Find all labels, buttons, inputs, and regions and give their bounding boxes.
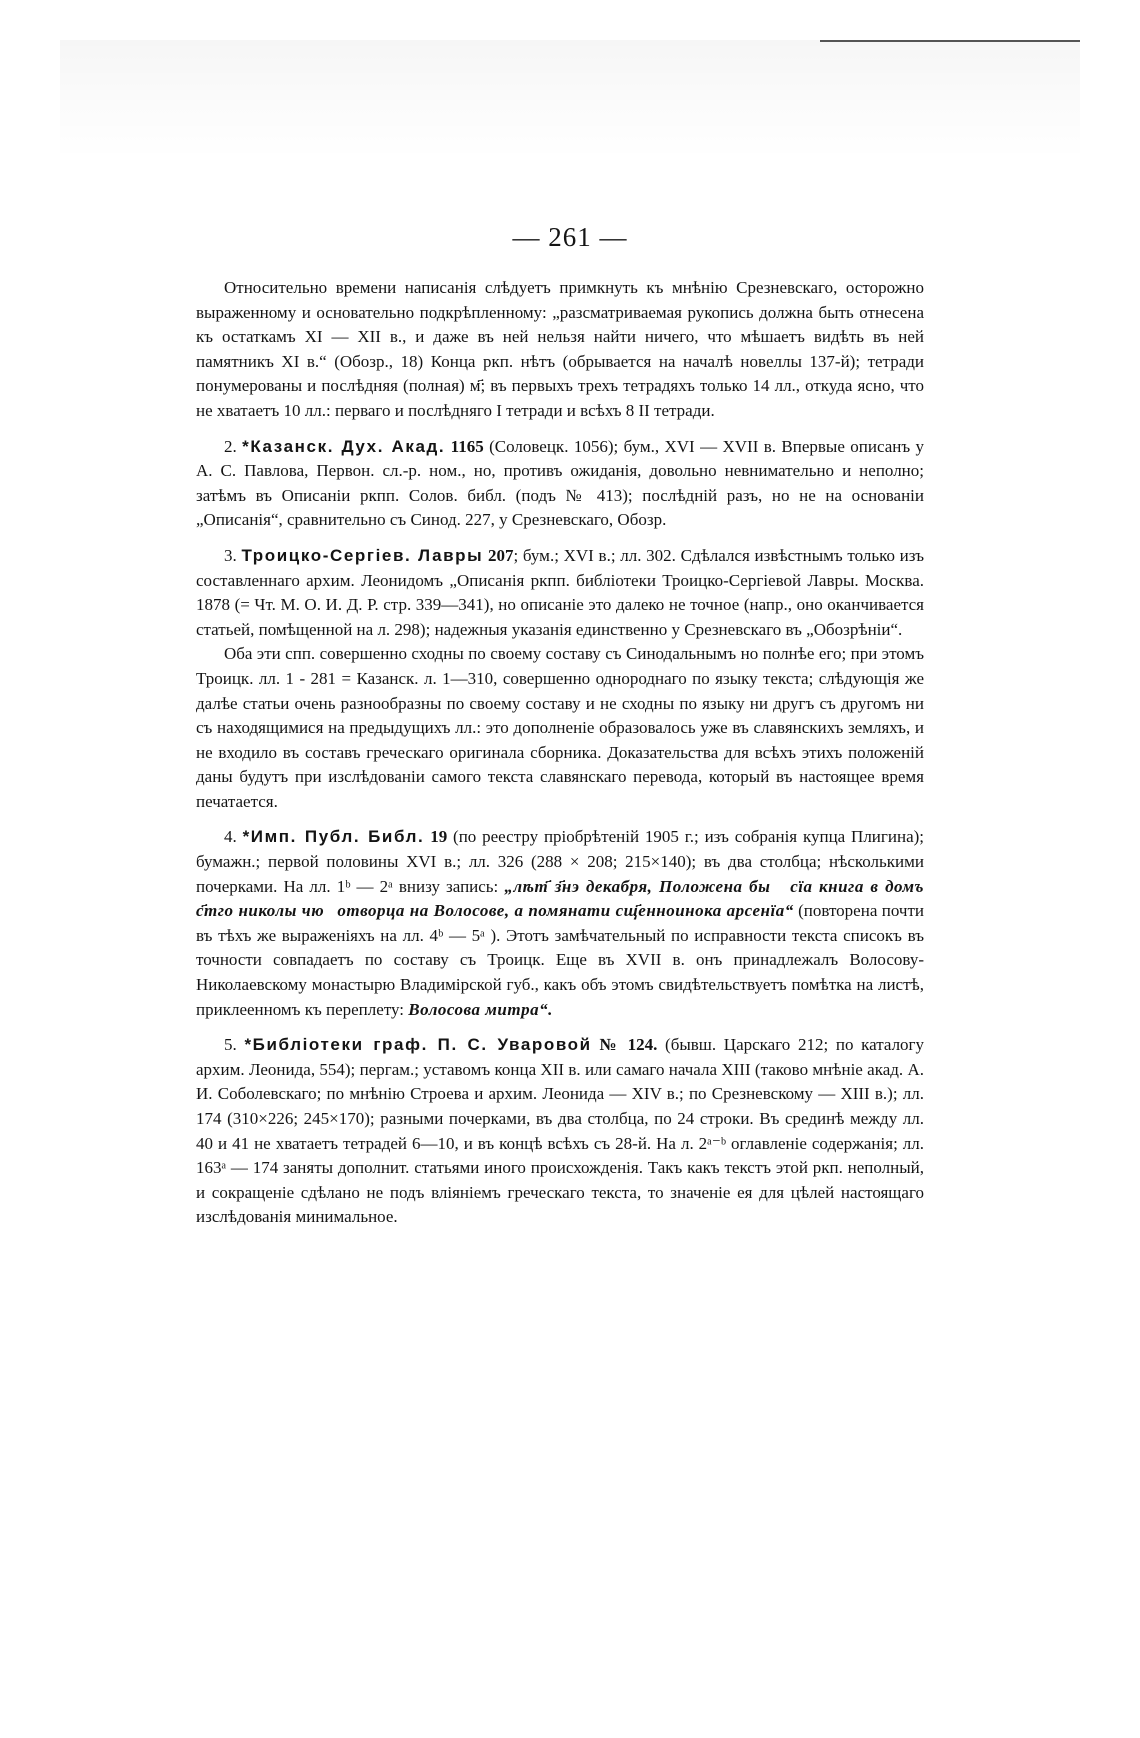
entry-code: 207 — [483, 545, 514, 565]
scan-edge-shadow — [60, 40, 1080, 160]
entry-text: (бывш. Царскаго 212; по каталогу архим. Леонида, 554); пергам.; уставомъ конца XII в. или самаго начала XIII (таково мнѣніе акад. А. И. Соболевскаго; по мнѣнію Строева и архим. Леонида — XIV в.; по Срезневскому — XIII в.); лл. 174 (310×226; 245×170); разными почерками, въ два столбца, по 24 строки. Въ срединѣ между лл. 40 и 41 не хватаетъ тетрадей 6—10, и въ концѣ всѣхъ съ 28-й. На л. 2ᵃ⁻ᵇ оглавленіе содержанія; лл. 163ᵃ — 174 заняты дополнит. статьями иного происхожденія. Такъ какъ текстъ этой ркп. неполный, и сокращеніе сдѣлано не подъ вліяніемъ греческаго текста, то значеніе ея для цѣлей настоящаго изслѣдованія минимальное. — [196, 1035, 925, 1227]
paragraph-uvarov-manuscript — [196, 1033, 924, 1230]
entry-code: 1165 — [445, 436, 484, 456]
entry-text: ; бум.; XVI в.; лл. 302. Сдѣлался извѣстнымъ только изъ составленнаго архим. Леонидомъ „Описанія ркпп. библіотеки Троицко-Сергіевой Лавры. Москва. 1878 (= Чт. М. О. И. Д. Р. стр. 339—341), но описаніе это далеко не точное (напр., оно оканчивается статьей, помѣщенной на л. 298); надежныя указанія единственно у Срезневскаго въ „Обозрѣніи“. — [196, 545, 924, 639]
entry-code: № 124. — [591, 1035, 658, 1055]
entry-title: *Библіотеки граф. П. С. Уваровой — [244, 1035, 592, 1055]
body-text — [196, 276, 924, 1230]
entry-title: *Имп. Публ. Библ. — [242, 827, 425, 847]
entry-number: 5. — [224, 1035, 245, 1055]
paragraph-comparison: Оба эти спп. совершенно сходны по своему составу съ Синодальнымъ но полнѣе его; при этомъ Троицк. лл. 1 - 281 = Казанск. л. 1—310, совершенно однороднаго по языку текста; слѣдующія же далѣе статьи очень разнообразны по своему составу и не сходны по языку ни другъ съ другомъ ни съ находящимися на предыдущихъ лл.: это дополненіе образовалось уже въ славянскихъ земляхъ, и не входило въ составъ греческаго оригинала сборника. Доказательства для всѣхъ этихъ положеній даны будутъ при изслѣдованіи самого текста славянскаго перевода, который въ настоящее время печатается. — [196, 644, 924, 811]
scan-top-rule — [820, 40, 1080, 42]
entry-title: *Казанск. Дух. Акад. — [242, 436, 446, 456]
paragraph-dating: Относительно времени написанія слѣдуетъ примкнуть къ мнѣнію Срезневскаго, осторожно выраженному и основательно подкрѣпленному: „разсматриваемая рукопись должна быть отнесена къ остаткамъ XI — XII в., и даже въ ней нельзя найти ничего, что мѣшаетъ видѣть въ ней памятникъ XI в.“ (Обозр., 18) Конца ркп. нѣтъ (обрывается на началѣ новеллы 137-й); тетради понумерованы и послѣдняя (полная) м҃; въ первыхъ трехъ тетрадяхъ только 14 лл., откуда ясно, что не хватаетъ 10 лл.: перваго и послѣдняго I тетради и всѣхъ 8 II тетради. — [196, 278, 924, 420]
paragraph-kazan-manuscript — [196, 435, 924, 533]
entry-text: (Соловецк. 1056); бум., XVI — XVII в. Впервые описанъ у А. С. Павлова, Первон. сл.-р. ном., но, противъ ожиданія, довольно невнимательно и неполно; затѣмъ въ Описаніи ркпп. Солов. библ. (подъ № 413); послѣдній разъ, но не на основаніи „Описанія“, сравнительно съ Синод. 227, у Срезневскаго, Обозр. — [196, 436, 925, 530]
entry-title: Троицко-Сергіев. Лавры — [241, 545, 484, 565]
entry-number: 2. — [224, 436, 243, 456]
page-number: — 261 — — [512, 222, 628, 252]
entry-text-continued: (повторена почти въ тѣхъ же выраженіяхъ на лл. 4ᵇ — 5ᵃ ). Этотъ замѣчательный по исправности текста списокъ въ точности совпадаетъ по составу съ Троицк. Еще въ XVII в. онъ принадлежалъ Волосову-Николаевскому монастырю Владимірской губ., какъ объ этомъ свидѣтельствуетъ помѣтка на листѣ, приклеенномъ къ переплету: — [196, 901, 924, 1019]
slavonic-inscription: „лѣт҃ з҃нэ декабря, Положена быⷭ сїа книга в домъ с҃тго николы чюⷣотворца на Волосове, а помянати сщ҃енноинока арсенїа“ — [196, 876, 924, 921]
slavonic-note: Волосова митра“. — [408, 999, 553, 1019]
entry-number: 3. — [224, 545, 242, 565]
entry-code: 19 — [424, 827, 448, 847]
entry-text: (по реестру пріобрѣтеній 1905 г.; изъ собранія купца Плигина); бумажн.; первой половины XVI в.; лл. 326 (288 × 208; 215×140); въ два столбца; нѣсколькими почерками. На лл. 1ᵇ — 2ᵃ внизу запись: — [196, 827, 925, 896]
entry-number: 4. — [224, 827, 243, 847]
paragraph-trinity-manuscript — [196, 544, 924, 642]
paragraph-public-library-manuscript — [196, 825, 924, 1022]
